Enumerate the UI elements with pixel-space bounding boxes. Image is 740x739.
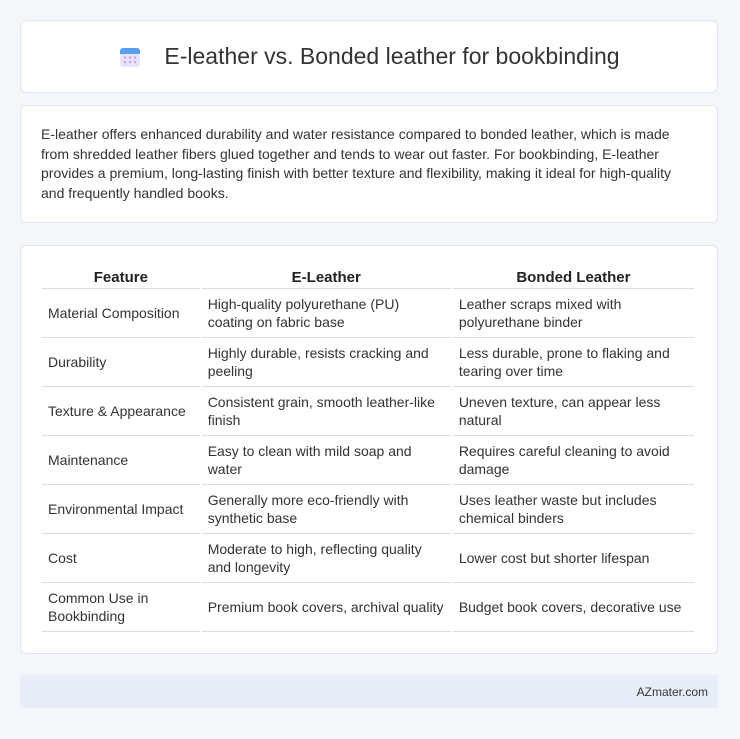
e-leather-cell: Premium book covers, archival quality xyxy=(202,583,451,632)
page-title xyxy=(118,43,619,70)
feature-cell: Environmental Impact xyxy=(42,485,200,534)
bonded-leather-cell: Less durable, prone to flaking and tearing over time xyxy=(453,338,694,387)
title-card xyxy=(20,20,718,93)
feature-cell: Cost xyxy=(42,534,200,583)
summary-card xyxy=(20,105,718,223)
bonded-leather-cell: Requires careful cleaning to avoid damage xyxy=(453,436,694,485)
table-row xyxy=(42,289,694,338)
bonded-leather-cell: Leather scraps mixed with polyurethane binder xyxy=(453,289,694,338)
column-header-feature: Feature xyxy=(42,266,200,289)
e-leather-cell: High-quality polyurethane (PU) coating on fabric base xyxy=(202,289,451,338)
column-header-bonded-leather: Bonded Leather xyxy=(453,266,694,289)
feature-cell: Texture & Appearance xyxy=(42,387,200,436)
feature-cell: Durability xyxy=(42,338,200,387)
e-leather-cell: Consistent grain, smooth leather-like finish xyxy=(202,387,451,436)
column-header-e-leather: E-Leather xyxy=(202,266,451,289)
e-leather-cell: Moderate to high, reflecting quality and longevity xyxy=(202,534,451,583)
comparison-table-card xyxy=(20,245,718,654)
e-leather-cell: Generally more eco-friendly with synthetic base xyxy=(202,485,451,534)
feature-cell: Material Composition xyxy=(42,289,200,338)
footer xyxy=(20,675,718,708)
feature-cell: Common Use in Bookbinding xyxy=(42,583,200,632)
table-row xyxy=(42,583,694,632)
feature-cell: Maintenance xyxy=(42,436,200,485)
e-leather-cell: Easy to clean with mild soap and water xyxy=(202,436,451,485)
page-title-text: E-leather vs. Bonded leather for bookbinding xyxy=(164,43,620,69)
footer-brand[interactable]: AZmater.com xyxy=(636,684,708,699)
table-row xyxy=(42,436,694,485)
summary-text: E-leather offers enhanced durability and water resistance compared to bonded leather, which is made from shredded leather fibers glued together and tends to wear out faster. For bookbinding, E-leather provides a premium, long-lasting finish with better texture and flexibility, making it ideal for high-quality and frequently handled books. xyxy=(41,126,672,201)
bonded-leather-cell: Uses leather waste but includes chemical binders xyxy=(453,485,694,534)
bonded-leather-cell: Lower cost but shorter lifespan xyxy=(453,534,694,583)
table-row xyxy=(42,534,694,583)
bonded-leather-cell: Budget book covers, decorative use xyxy=(453,583,694,632)
table-header-row xyxy=(42,266,694,289)
table-row xyxy=(42,338,694,387)
calendar-icon xyxy=(118,45,142,69)
bonded-leather-cell: Uneven texture, can appear less natural xyxy=(453,387,694,436)
e-leather-cell: Highly durable, resists cracking and peeling xyxy=(202,338,451,387)
table-row xyxy=(42,485,694,534)
table-row xyxy=(42,387,694,436)
comparison-table xyxy=(40,266,696,632)
